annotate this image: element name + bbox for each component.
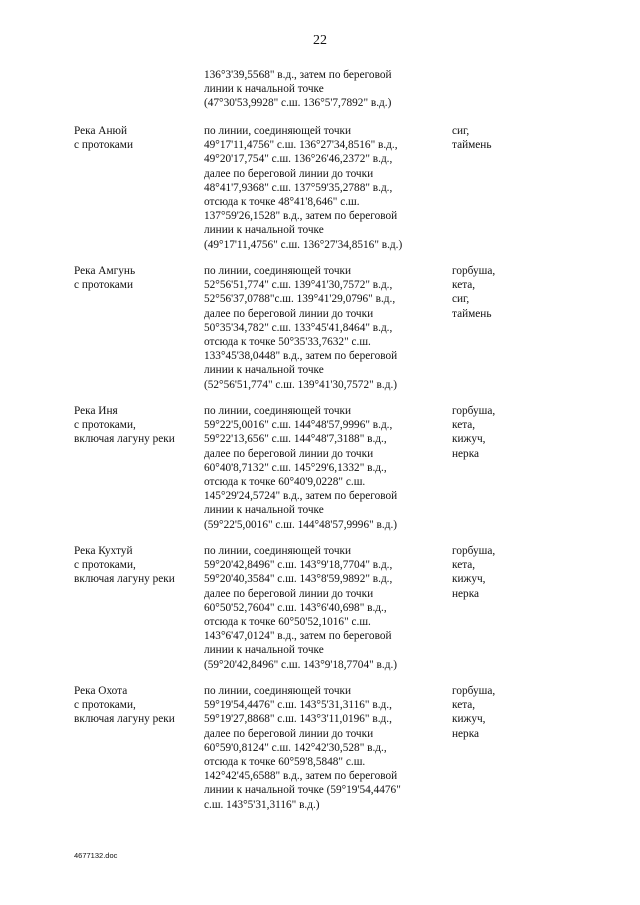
fish-species: горбуша, кета, сиг, таймень — [452, 265, 496, 320]
continued-boundary-text: 136°3'39,5568" в.д., затем по береговой линии к начальной точке (47°30'53,9928" с.ш. 136°5'7,7892" в.д.) — [204, 69, 392, 110]
boundary-description: по линии, соединяющей точки 49°17'11,4756" с.ш. 136°27'34,8516" в.д., 49°20'17,754" с.ш. 136°26'46,2372" в.д., далее по береговой линии до точки 48°41'7,9368" с.ш. 137°59'35,2788" в.д., отсюда к точке 48°41'8,646" с.ш. 137°59'26,1528" в.д., затем по береговой линии к начальной точке (49°17'11,4756" с.ш. 136°27'34,8516" в.д.) — [204, 125, 403, 251]
river-name: Река Амгунь с протоками — [74, 265, 136, 292]
river-name: Река Охота с протоками, включая лагуну реки — [74, 685, 175, 726]
fish-species: горбуша, кета, кижуч, нерка — [452, 685, 496, 740]
river-name: Река Иня с протоками, включая лагуну реки — [74, 405, 175, 446]
page-number: 22 — [313, 33, 327, 48]
river-name: Река Кухтуй с протоками, включая лагуну реки — [74, 545, 175, 586]
boundary-description: по линии, соединяющей точки 52°56'51,774" с.ш. 139°41'30,7572" в.д., 52°56'37,0788"с.ш. 139°41'29,0796" в.д., далее по береговой линии до точки 50°35'34,782" с.ш. 133°45'41,8464" в.д., отсюда к точке 50°35'33,7632" с.ш. 133°45'38,0448" в.д., затем по береговой линии к начальной точке (52°56'51,774" с.ш. 139°41'30,7572" в.д.) — [204, 265, 398, 391]
boundary-description: по линии, соединяющей точки 59°20'42,8496" с.ш. 143°9'18,7704" в.д., 59°20'40,3584" с.ш. 143°8'59,9892" в.д., далее по береговой линии до точки 60°50'52,7604" с.ш. 143°6'40,698" в.д., отсюда к точке 60°50'52,1016" с.ш. 143°6'47,0124" в.д., затем по береговой линии к начальной точке (59°20'42,8496" с.ш. 143°9'18,7704" в.д.) — [204, 545, 398, 671]
boundary-description: по линии, соединяющей точки 59°19'54,4476" с.ш. 143°5'31,3116" в.д., 59°19'27,8868" с.ш. 143°3'11,0196" в.д., далее по береговой линии до точки 60°59'0,8124" с.ш. 142°42'30,528" в.д., отсюда к точке 60°59'8,5848" с.ш. 142°42'45,6588" в.д., затем по береговой линии к начальной точке (59°19'54,4476" с.ш. 143°5'31,3116" в.д.) — [204, 685, 401, 811]
fish-species: горбуша, кета, кижуч, нерка — [452, 405, 496, 460]
boundary-description: по линии, соединяющей точки 59°22'5,0016" с.ш. 144°48'57,9996" в.д., 59°22'13,656" с.ш. 144°48'7,3188" в.д., далее по береговой линии до точки 60°40'8,7132" с.ш. 145°29'6,1332" в.д., отсюда к точке 60°40'9,0228" с.ш. 145°29'24,5724" в.д., затем по береговой линии к начальной точке (59°22'5,0016" с.ш. 144°48'57,9996" в.д.) — [204, 405, 398, 531]
document-filename-footer: 4677132.doc — [74, 851, 118, 860]
fish-species: сиг, таймень — [452, 125, 492, 152]
river-name: Река Анюй с протоками — [74, 125, 133, 152]
fish-species: горбуша, кета, кижуч, нерка — [452, 545, 496, 600]
